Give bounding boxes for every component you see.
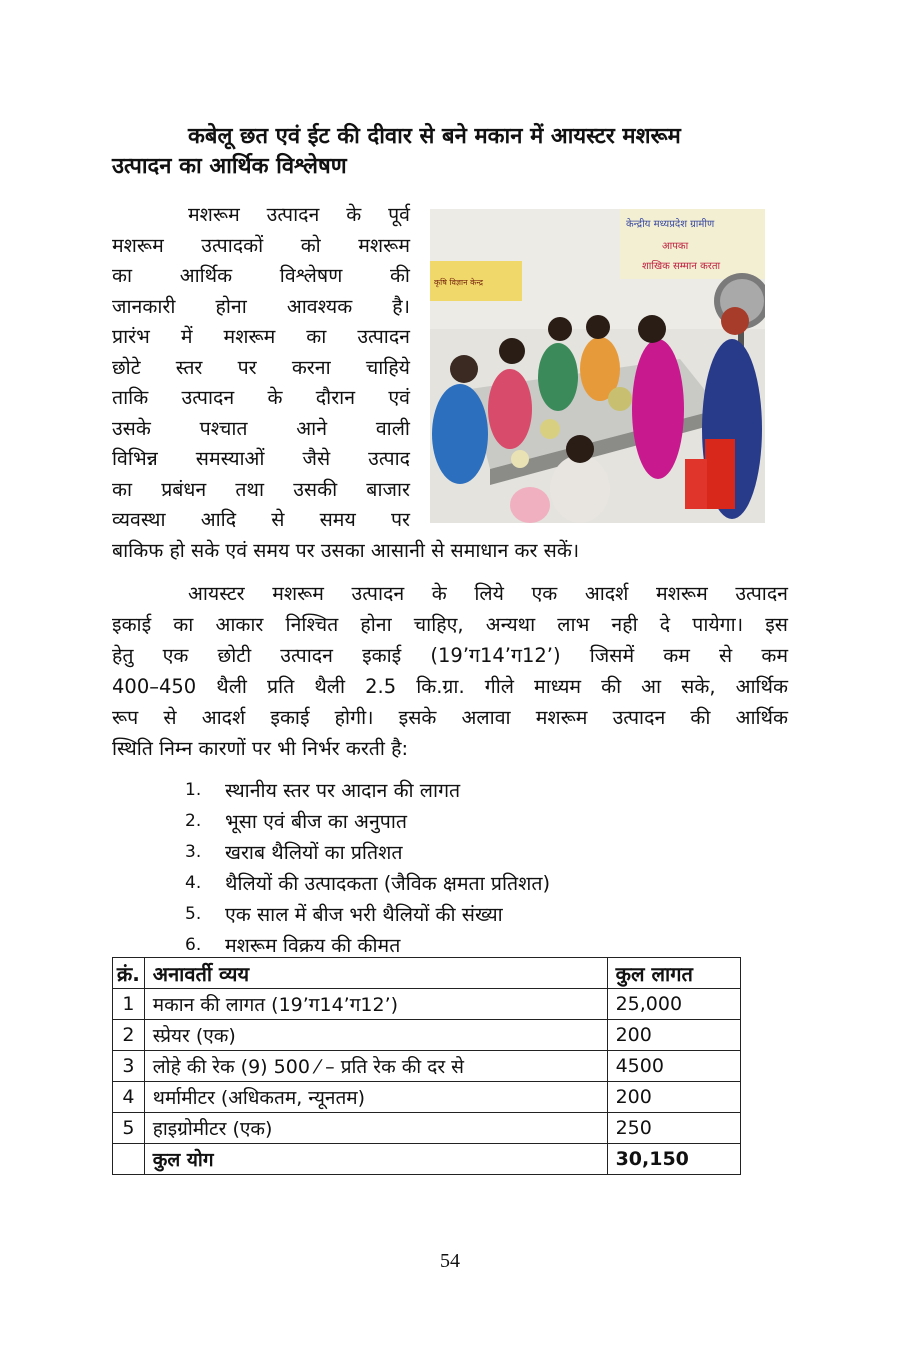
para-line: आयस्टर मशरूम उत्पादन के लिये एक आदर्श मशरूम उत्पादन (188, 582, 788, 605)
para-line: स्थिति निम्न कारणों पर भी निर्भर करती है: (112, 737, 409, 760)
list-text: थैलियों की उत्पादकता (जैविक क्षमता प्रतिशत) (225, 872, 551, 895)
table-row (113, 1113, 741, 1144)
header-serial: क्रं. (113, 958, 145, 989)
row-item: स्प्रेयर (एक) (144, 1020, 607, 1051)
para-line: रूप से आदर्श इकाई होगी। इसके अलावा मशरूम उत्पादन की आर्थिक (112, 706, 788, 729)
title-line-1: कबेलू छत एवं ईट की दीवार से बने मकान में आयस्टर मशरूम (188, 124, 681, 149)
section-title (112, 122, 792, 182)
row-cost: 25,000 (607, 989, 740, 1020)
row-serial: 3 (113, 1051, 145, 1082)
row-serial: 5 (113, 1113, 145, 1144)
list-item (185, 806, 550, 837)
table-row (113, 1020, 741, 1051)
intro-paragraph (112, 200, 410, 536)
list-item (185, 837, 550, 868)
intro-line: का आर्थिक विश्लेषण की (112, 264, 410, 287)
total-label: कुल योग (144, 1144, 607, 1175)
list-item (185, 868, 550, 899)
header-total-cost: कुल लागत (607, 958, 740, 989)
row-cost: 200 (607, 1082, 740, 1113)
row-cost: 250 (607, 1113, 740, 1144)
intro-line: प्रारंभ में मशरूम का उत्पादन (112, 325, 410, 348)
para-line: 400–450 थैली प्रति थैली 2.5 कि.ग्रा. गीले माध्यम की आ सके, आर्थिक (112, 675, 788, 698)
row-item: हाइग्रोमीटर (एक) (144, 1113, 607, 1144)
row-serial: 4 (113, 1082, 145, 1113)
intro-line: व्यवस्था आदि से समय पर (112, 508, 410, 531)
list-item (185, 899, 550, 930)
training-photo (430, 209, 765, 523)
list-text: भूसा एवं बीज का अनुपात (225, 810, 408, 833)
intro-tail-line: बाकिफ हो सके एवं समय पर उसका आसानी से समाधान कर सकें। (112, 539, 580, 562)
list-text: एक साल में बीज भरी थैलियों की संख्या (225, 903, 503, 926)
intro-line: छोटे स्तर पर करना चाहिये (112, 355, 410, 379)
unit-size-paragraph (112, 578, 788, 764)
list-number: 3. (185, 842, 202, 862)
row-cost: 200 (607, 1020, 740, 1051)
training-photo-illustration (430, 209, 765, 523)
intro-line: जानकारी होना आवश्यक है। (112, 294, 410, 318)
intro-line: का प्रबंधन तथा उसकी बाजार (112, 477, 410, 501)
total-cost: 30,150 (607, 1144, 740, 1175)
intro-line: उसके पश्चात आने वाली (112, 416, 410, 440)
svg-text:कृषि विज्ञान केन्द्र: कृषि विज्ञान केन्द्र (434, 278, 483, 287)
svg-text:केन्द्रीय मध्यप्रदेश ग्रामीण: केन्द्रीय मध्यप्रदेश ग्रामीण (626, 219, 715, 230)
total-serial (113, 1144, 145, 1175)
para-line: इकाई का आकार निश्चित होना चाहिए, अन्यथा लाभ नही दे पायेगा। इस (112, 613, 788, 636)
row-cost: 4500 (607, 1051, 740, 1082)
intro-line: मशरूम उत्पादन के पूर्व (188, 203, 410, 226)
list-number: 6. (185, 935, 202, 955)
svg-text:आपका: आपका (662, 241, 689, 252)
row-serial: 2 (113, 1020, 145, 1051)
table-header-row (113, 958, 741, 989)
list-text: खराब थैलियों का प्रतिशत (225, 841, 403, 864)
list-number: 1. (185, 780, 202, 800)
row-serial: 1 (113, 989, 145, 1020)
svg-text:शाखिक सम्मान करता: शाखिक सम्मान करता (642, 261, 721, 272)
table-row (113, 989, 741, 1020)
non-recurring-cost-table (112, 957, 741, 1175)
row-item: थर्मामीटर (अधिकतम, न्यूनतम) (144, 1082, 607, 1113)
table-row (113, 1082, 741, 1113)
intro-line: मशरूम उत्पादकों को मशरूम (112, 233, 410, 257)
list-number: 4. (185, 873, 202, 893)
intro-line: विभिन्न समस्याओं जैसे उत्पाद (112, 447, 410, 470)
list-number: 2. (185, 811, 202, 831)
page-number: 54 (440, 1250, 460, 1272)
intro-line: ताकि उत्पादन के दौरान एवं (112, 386, 410, 409)
title-line-2: उत्पादन का आर्थिक विश्लेषण (112, 154, 347, 179)
row-item: लोहे की रेक (9) 500 ⁄ – प्रति रेक की दर से (144, 1051, 607, 1082)
list-text: मशरूम विक्रय की कीमत (225, 934, 401, 957)
list-number: 5. (185, 904, 202, 924)
table-total-row (113, 1144, 741, 1175)
header-expense: अनावर्ती व्यय (144, 958, 607, 989)
factors-list (185, 775, 550, 961)
row-item: मकान की लागत (19’ग14’ग12’) (144, 989, 607, 1020)
list-item (185, 775, 550, 806)
para-line: हेतु एक छोटी उत्पादन इकाई (19’ग14’ग12’) जिसमें कम से कम (112, 644, 788, 667)
table-row (113, 1051, 741, 1082)
list-text: स्थानीय स्तर पर आदान की लागत (225, 779, 461, 802)
